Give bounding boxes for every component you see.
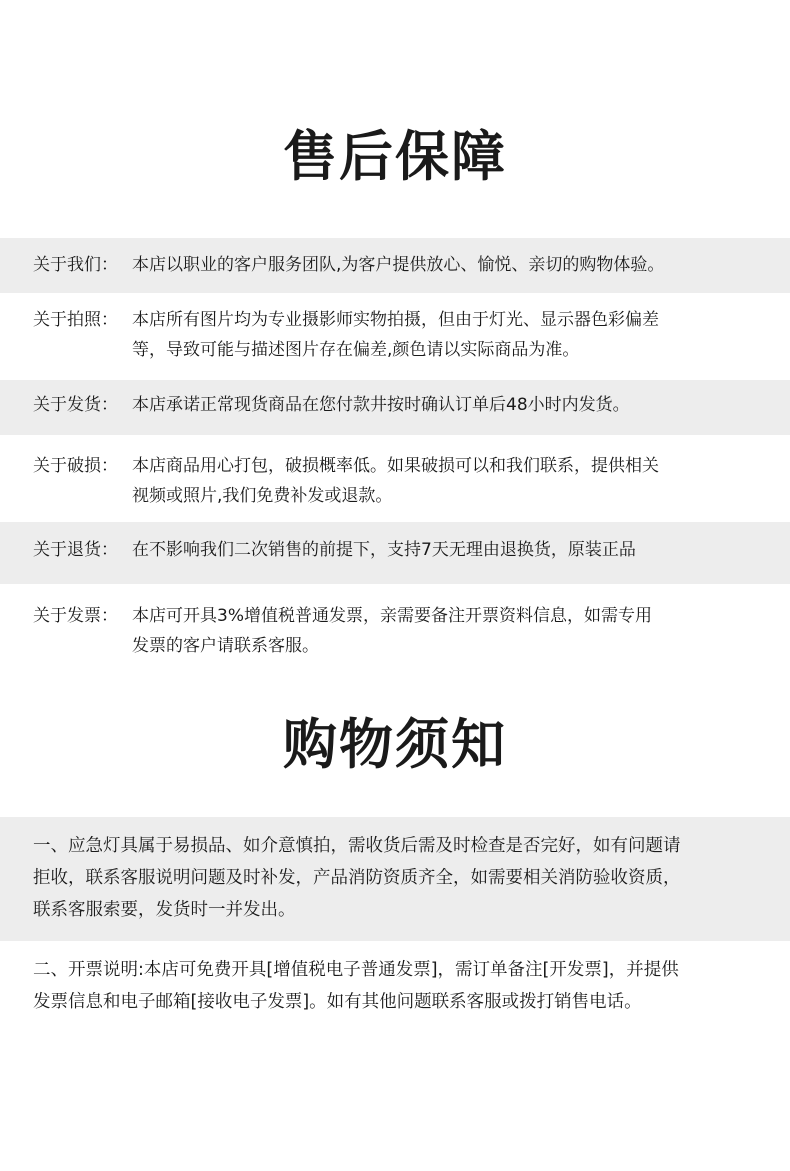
info-row-invoice	[0, 584, 790, 674]
notice-line: 二、开票说明:本店可免费开具[增值税电子普通发票]，需订单备注[开发票]，并提供	[33, 960, 679, 980]
row-content	[132, 390, 762, 420]
row-line: 在不影响我们二次销售的前提下，支持7天无理由退换货，原装正品	[132, 540, 636, 560]
row-content	[132, 601, 762, 661]
notice-text	[33, 954, 773, 1018]
row-label: 关于发票：	[33, 606, 118, 626]
info-row-returns	[0, 522, 790, 584]
notice-item-fragile	[0, 817, 790, 941]
notice-line: 一、应急灯具属于易损品、如介意慎拍，需收货后需及时检查是否完好，如有问题请	[33, 836, 681, 856]
notice-line: 联系客服索要，发货时一并发出。	[33, 900, 296, 920]
notice-line: 发票信息和电子邮箱[接收电子发票]。如有其他问题联系客服或拨打销售电话。	[33, 992, 642, 1012]
row-line: 本店可开具3%增值税普通发票，亲需要备注开票资料信息，如需专用	[132, 606, 652, 626]
row-label: 关于破损：	[33, 456, 118, 476]
row-line: 等，导致可能与描述图片存在偏差,颜色请以实际商品为准。	[132, 340, 580, 360]
info-row-damage	[0, 435, 790, 522]
row-line: 本店以职业的客户服务团队,为客户提供放心、愉悦、亲切的购物体验。	[132, 255, 665, 275]
shopping-notice-title: 购物须知	[283, 713, 507, 776]
row-line: 本店所有图片均为专业摄影师实物拍摄，但由于灯光、显示器色彩偏差	[132, 310, 659, 330]
row-label: 关于拍照：	[33, 310, 118, 330]
row-line: 本店商品用心打包，破损概率低。如果破损可以和我们联系，提供相关	[132, 456, 659, 476]
after-sales-title: 售后保障	[283, 125, 507, 188]
row-content	[132, 305, 762, 365]
row-line: 发票的客户请联系客服。	[132, 636, 319, 656]
info-row-about-us	[0, 238, 790, 293]
notice-text	[33, 830, 773, 926]
notice-line: 拒收，联系客服说明问题及时补发，产品消防资质齐全，如需要相关消防验收资质，	[33, 868, 681, 888]
notice-item-invoice	[0, 941, 790, 1031]
row-content	[132, 451, 762, 511]
row-label: 关于我们：	[33, 255, 118, 275]
row-label: 关于发货：	[33, 395, 118, 415]
row-content	[132, 535, 762, 565]
info-row-shipping	[0, 380, 790, 435]
row-line: 本店承诺正常现货商品在您付款井按时确认订单后48小时内发货。	[132, 395, 630, 415]
info-row-photos	[0, 293, 790, 380]
row-line: 视频或照片,我们免费补发或退款。	[132, 486, 393, 506]
row-content	[132, 250, 762, 280]
row-label: 关于退货：	[33, 540, 118, 560]
